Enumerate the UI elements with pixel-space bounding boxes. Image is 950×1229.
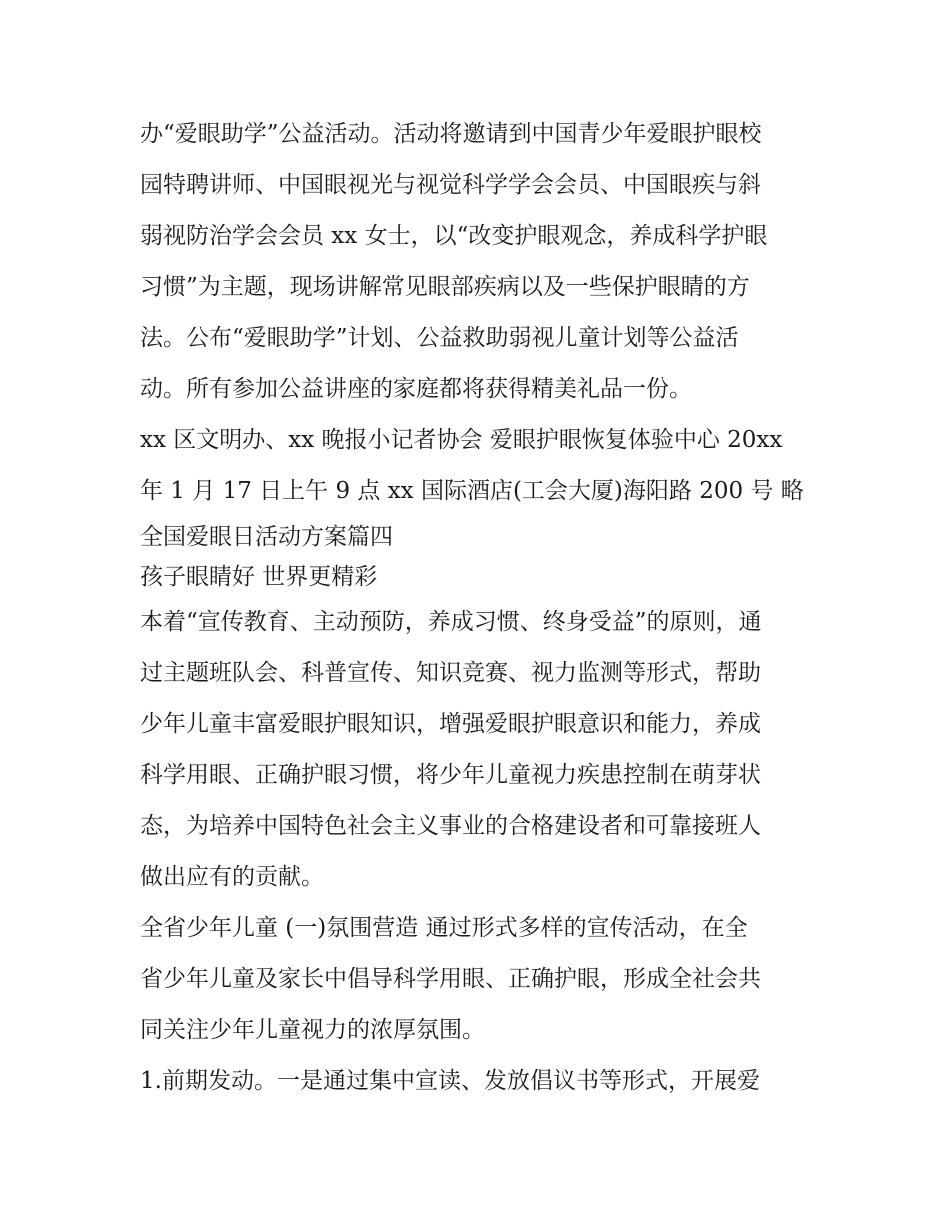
text-line: 科学用眼、正确护眼习惯，将少年儿童视力疾患控制在萌芽状 — [140, 762, 761, 788]
text-line: 态，为培养中国特色社会主义事业的合格建设者和可靠接班人 — [140, 813, 761, 839]
paragraph-organizers — [140, 415, 820, 517]
text-line: 弱视防治学会会员 xx 女士，以“改变护眼观念，养成科学护眼 — [140, 223, 768, 249]
text-line: 习惯”为主题，现场讲解常见眼部疾病以及一些保护眼睛的方 — [140, 274, 750, 300]
text-line: 全国爱眼日活动方案篇四 — [140, 524, 393, 550]
text-line: 办“爱眼助学”公益活动。活动将邀请到中国青少年爱眼护眼校 — [140, 121, 762, 147]
text-line: 同关注少年儿童视力的浓厚氛围。 — [140, 1017, 485, 1043]
paragraph-preliminary — [140, 1056, 820, 1107]
text-line: 做出应有的贡献。 — [140, 864, 324, 890]
text-line: xx 区文明办、xx 晚报小记者协会 爱眼护眼恢复体验中心 20xx — [140, 427, 783, 453]
paragraph-activity-intro — [140, 109, 820, 415]
text-line: 孩子眼睛好 世界更精彩 — [140, 564, 378, 590]
paragraph-purpose — [140, 597, 820, 903]
document-body — [140, 109, 820, 1107]
paragraph-atmosphere — [140, 903, 820, 1056]
text-line: 法。公布“爱眼助学”计划、公益救助弱视儿童计划等公益活 — [140, 325, 739, 351]
text-line: 园特聘讲师、中国眼视光与视觉科学学会会员、中国眼疾与斜 — [140, 172, 761, 198]
text-line: 1.前期发动。一是通过集中宣读、发放倡议书等形式，开展爱 — [140, 1068, 760, 1094]
text-line: 少年儿童丰富爱眼护眼知识，增强爱眼护眼意识和能力，养成 — [140, 711, 761, 737]
text-line: 过主题班队会、科普宣传、知识竞赛、视力监测等形式，帮助 — [140, 660, 761, 686]
text-line: 动。所有参加公益讲座的家庭都将获得精美礼品一份。 — [140, 376, 692, 402]
text-line: 本着“宣传教育、主动预防，养成习惯、终身受益”的原则，通 — [140, 609, 762, 635]
section-heading — [140, 517, 820, 557]
text-line: 年 1 月 17 日上午 9 点 xx 国际酒店(工会大厦)海阳路 200 号 略 — [140, 478, 804, 504]
text-line: 全省少年儿童 (一)氛围营造 通过形式多样的宣传活动，在全 — [140, 915, 748, 941]
text-line: 省少年儿童及家长中倡导科学用眼、正确护眼，形成全社会共 — [140, 966, 761, 992]
theme-line — [140, 557, 820, 597]
